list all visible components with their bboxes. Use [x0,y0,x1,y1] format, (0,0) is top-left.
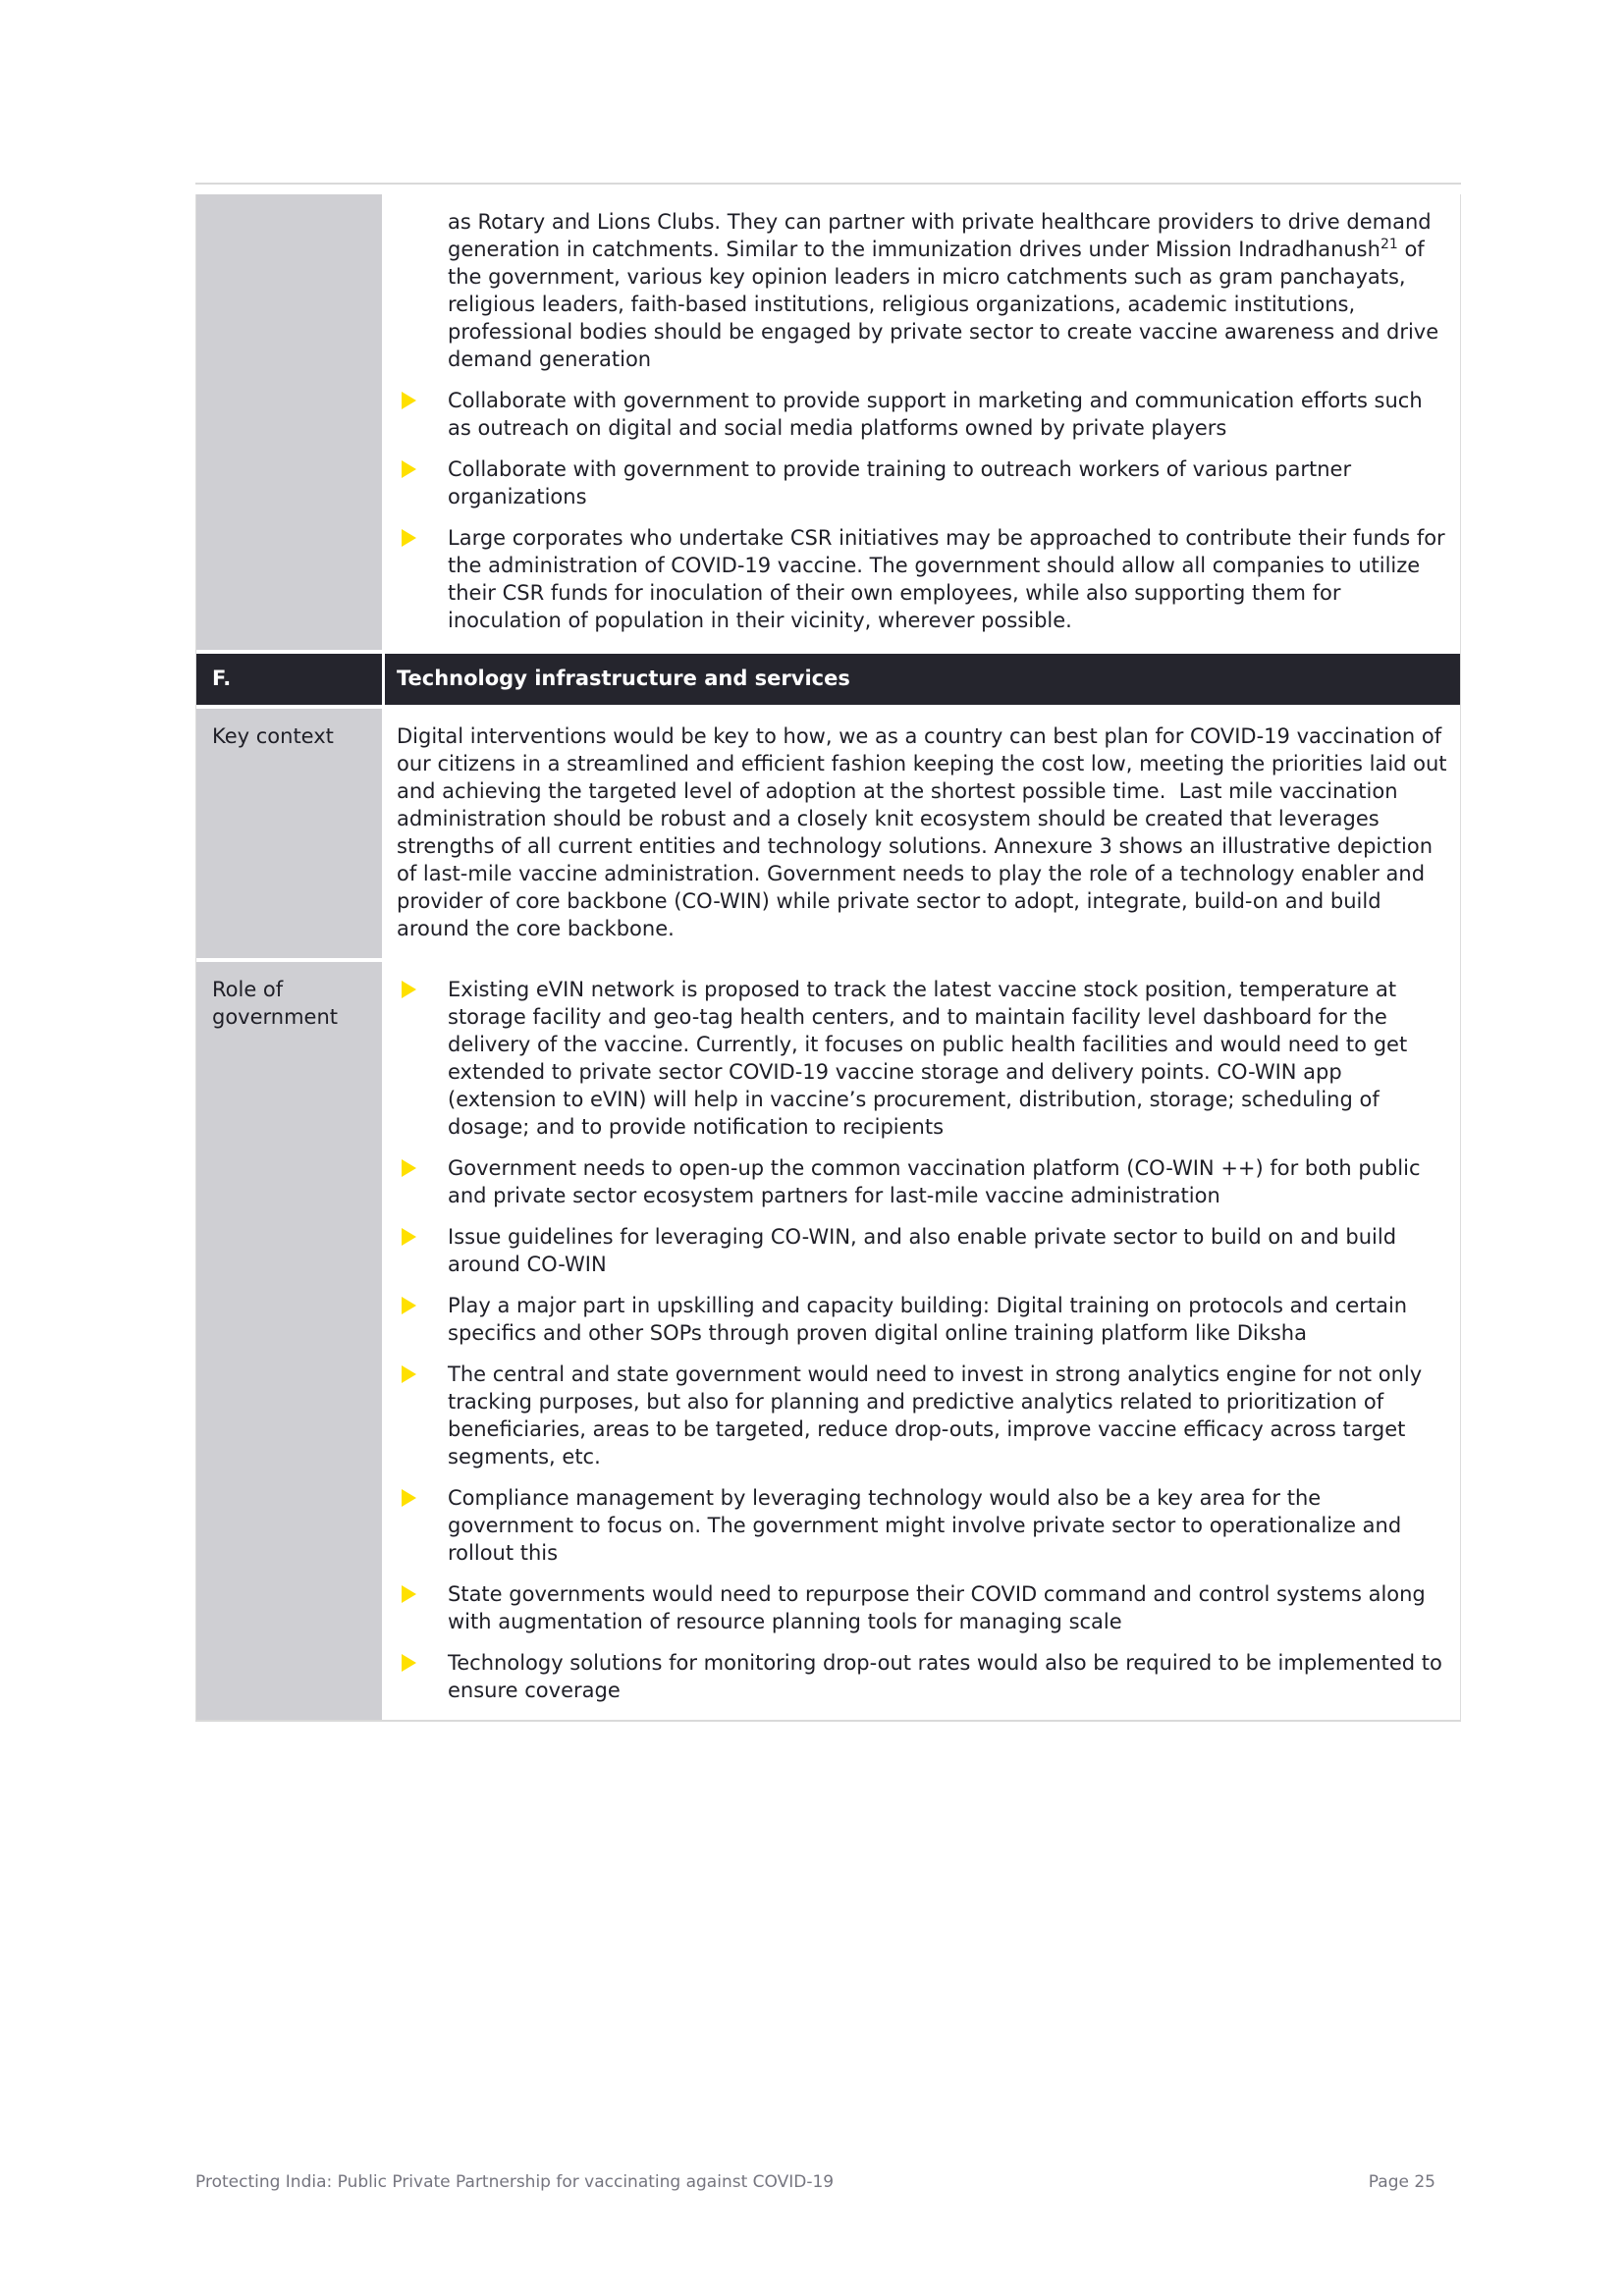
bullet-text: Collaborate with government to provide training to outreach workers of various partner organizations [448,457,1352,508]
key-context-row [196,709,1460,958]
triangle-bullet-icon [397,1580,448,1603]
bullet-item [397,1154,1450,1209]
role-of-government-label: Role of government [196,962,382,1720]
triangle-bullet-icon [397,1484,448,1507]
bullet-text: The central and state government would need to invest in strong analytics engine for not only tracking purposes, but also for planning and predictive analytics related to prioritization of beneficiaries, areas to be targeted, reduce drop-outs, improve vaccine efficacy across target segments, etc. [448,1362,1423,1468]
triangle-bullet-icon [397,1223,448,1246]
role-of-government-row [196,962,1460,1720]
section-header-row [196,654,1460,705]
footnote-reference: 21 [1380,237,1398,252]
triangle-bullet-icon [397,976,448,998]
triangle-bullet-icon [397,1154,448,1177]
role-of-government-content-cell [385,962,1460,1720]
table-body [195,194,1461,1722]
paragraph-text: of the government, various key opinion leaders in micro catchments such as gram panchayats, religious leaders, faith-based institutions, religious organizations, academic institutions, professional bodies should be engaged by private sector to create vaccine awareness and drive demand generation [448,238,1445,371]
triangle-bullet-icon [397,1649,448,1672]
continuation-bullet-list [397,387,1450,634]
bullet-text: Technology solutions for monitoring drop-out rates would also be required to be implemented to ensure coverage [448,1651,1442,1702]
bullet-text: Existing eVIN network is proposed to track the latest vaccine stock position, temperature at storage facility and geo-tag health centers, and to maintain facility level dashboard for the delivery of the vaccine. Currently, it focuses on public health facilities and would need to get extended to private sector COVID-19 vaccine storage and delivery points. CO-WIN app (extension to eVIN) will help in vaccine’s procurement, distribution, storage; scheduling of dosage; and to provide notification to recipients [448,978,1408,1139]
bullet-text: Government needs to open-up the common vaccination platform (CO-WIN ++) for both public and private sector ecosystem partners for last-mile vaccine administration [448,1156,1421,1207]
bullet-item [397,524,1450,634]
bullet-text: Issue guidelines for leveraging CO-WIN, and also enable private sector to build on and build around CO-WIN [448,1225,1397,1276]
content-table [195,183,1461,1722]
continuation-content-cell [385,194,1460,650]
triangle-bullet-icon [397,455,448,478]
section-title: Technology infrastructure and services [385,654,1460,705]
bullet-item [397,1292,1450,1347]
role-of-government-bullet-list [397,976,1450,1704]
bullet-item [397,1484,1450,1567]
continuation-row [196,194,1460,650]
footer-document-title: Protecting India: Public Private Partnership for vaccinating against COVID-19 [195,2172,835,2192]
continuation-paragraph [448,208,1450,373]
bullet-text: Compliance management by leveraging technology would also be a key area for the government to focus on. The government might involve private sector to operationalize and rollout this [448,1486,1402,1565]
paragraph-text: as Rotary and Lions Clubs. They can partner with private healthcare providers to drive demand generation in catchments. Similar to the immunization drives under Mission Indradhanush [448,210,1438,261]
table-top-border [195,183,1461,185]
bullet-text: Collaborate with government to provide support in marketing and communication efforts such as outreach on digital and social media platforms owned by private players [448,389,1423,440]
triangle-bullet-icon [397,387,448,409]
bullet-text: State governments would need to repurpose their COVID command and control systems along with augmentation of resource planning tools for managing scale [448,1582,1426,1633]
footer-page-number: Page 25 [1368,2172,1435,2192]
key-context-content-cell [385,709,1460,958]
bullet-item [397,1580,1450,1635]
key-context-paragraph: Digital interventions would be key to how, we as a country can best plan for COVID-19 vaccination of our citizens in a streamlined and efficient fashion keeping the cost low, meeting the priorities laid out and achieving the targeted level of adoption at the shortest possible time. Last mile vaccination administration should be robust and a closely knit ecosystem should be created that leverages strengths of all current entities and technology solutions. Annexure 3 shows an illustrative depiction of last-mile vaccine administration. Government needs to play the role of a technology enabler and provider of core backbone (CO-WIN) while private sector to adopt, integrate, build-on and build around the core backbone. [397,724,1454,940]
continuation-label-cell [196,194,382,650]
bullet-item [397,455,1450,510]
page-footer [195,2171,1435,2193]
bullet-item [397,1649,1450,1704]
bullet-item [397,387,1450,442]
bullet-text: Large corporates who undertake CSR initiatives may be approached to contribute their funds for the administration of COVID-19 vaccine. The government should allow all companies to utilize their CSR funds for inoculation of their own employees, while also supporting them for inoculation of population in their vicinity, wherever possible. [448,526,1445,632]
bullet-text: Play a major part in upskilling and capacity building: Digital training on protocols and certain specifics and other SOPs through proven digital online training platform like Diksha [448,1294,1408,1345]
key-context-label: Key context [196,709,382,958]
bullet-item [397,1223,1450,1278]
triangle-bullet-icon [397,524,448,547]
bullet-item [397,976,1450,1141]
section-letter: F. [196,654,382,705]
triangle-bullet-icon [397,1361,448,1383]
bullet-item [397,1361,1450,1470]
triangle-bullet-icon [397,1292,448,1314]
